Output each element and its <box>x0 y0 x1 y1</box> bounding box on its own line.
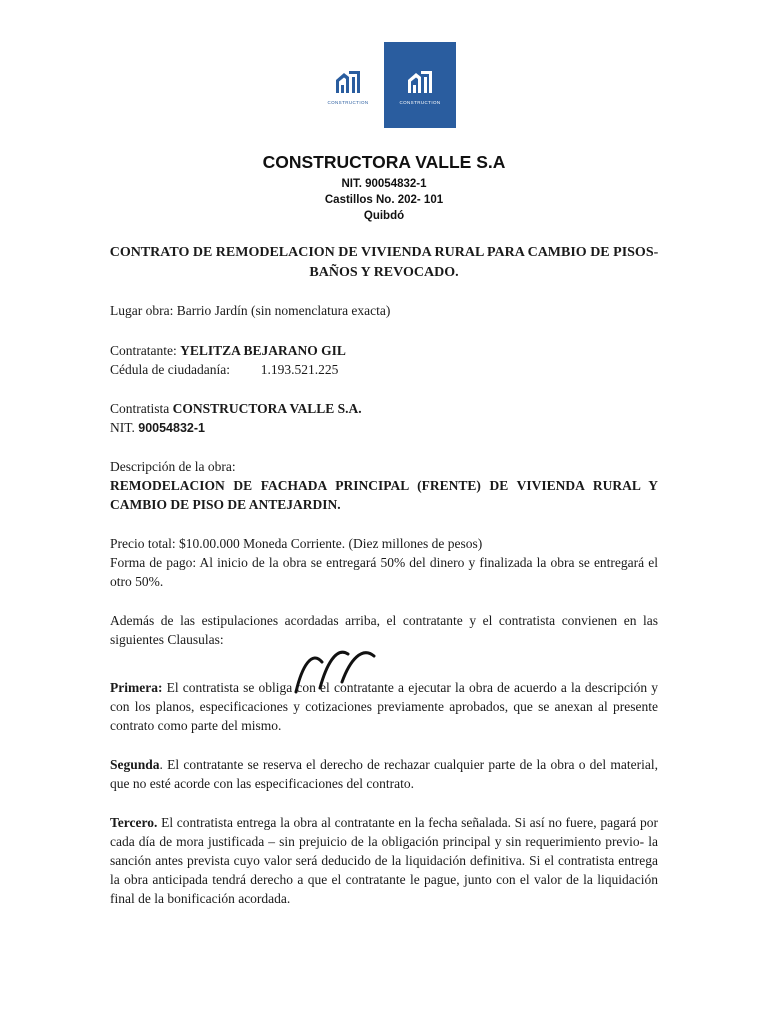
company-name: CONSTRUCTORA VALLE S.A <box>262 152 506 172</box>
clause-text: . El contratante se reserva el derecho de rechazar cualquier parte de la obra o del material, que no esté acorde con las especificaciones del contrato. <box>110 757 658 791</box>
contratista-nit-line <box>110 418 658 438</box>
company-nit: NIT. 90054832-1 <box>341 178 427 190</box>
descripcion-text: REMODELACION DE FACHADA PRINCIPAL (FRENTE) DE VIVIENDA RURAL Y CAMBIO DE PISO DE ANTEJARDIN. <box>110 478 658 512</box>
clauses-intro: Además de las estipulaciones acordadas arriba, el contratante y el contratista convienen en las siguientes Clausulas: <box>110 613 658 647</box>
logo-group <box>312 42 456 128</box>
clause-segunda <box>110 755 658 793</box>
cedula-label: Cédula de ciudadanía: <box>110 362 230 377</box>
contratista-nit-label: NIT. <box>110 420 135 435</box>
logo-caption: CONSTRUCTION <box>399 99 441 105</box>
contratante-label: Contratante: <box>110 343 177 358</box>
cedula-value: 1.193.521.225 <box>260 362 339 377</box>
lugar-label: Lugar obra: <box>110 303 174 318</box>
lugar-value: Barrio Jardín (sin nomenclatura exacta) <box>176 303 391 318</box>
cedula-line <box>110 360 658 379</box>
clause-title: Primera: <box>110 680 163 695</box>
house-tower-icon <box>333 66 363 96</box>
forma-pago: Forma de pago: Al inicio de la obra se entregará 50% del dinero y finalizada la obra se entregará el otro 50%. <box>110 555 658 589</box>
company-logo-dark <box>384 42 456 128</box>
contratista-nit-value: 90054832-1 <box>138 421 205 435</box>
contract-title: CONTRATO DE REMODELACION DE VIVIENDA RURAL PARA CAMBIO DE PISOS-BAÑOS Y REVOCADO. <box>109 245 659 280</box>
clause-text: El contratista entrega la obra al contratante en la fecha señalada. Si así no fuere, pagará por cada día de mora justificada – sin prejuicio de la obligación principal y sin requerimiento previo- la sanción antes prevista cuyo valor será deducido de la liquidación definitiva. Si el contratista entrega la obra anticipada tendrá derecho a que el contratante le pague, junto con el valor de la liquidación final de la bonificación acordada. <box>110 815 658 906</box>
contratante-line <box>110 341 658 360</box>
company-city: Quibdó <box>363 210 405 222</box>
company-logo-light <box>312 42 384 128</box>
lugar-line <box>110 301 658 320</box>
company-address: Castillos No. 202- 101 <box>324 194 444 206</box>
contratista-label: Contratista <box>110 401 170 416</box>
precio-line: Precio total: $10.00.000 Moneda Corriente. (Diez millones de pesos) <box>110 536 483 551</box>
clause-title: Tercero. <box>110 815 158 830</box>
clause-text: El contratista se obliga con el contratante a ejecutar la obra de acuerdo a la descripción y con los planos, especificaciones y cotizaciones previamente aprobados, que se anexan al presente contrato como parte del mismo. <box>110 680 658 733</box>
clause-title: Segunda <box>110 757 160 772</box>
contratista-line <box>110 399 658 418</box>
contratante-name: YELITZA BEJARANO GIL <box>180 343 346 358</box>
house-tower-icon <box>405 66 435 96</box>
clause-primera <box>110 678 658 735</box>
logo-caption: CONSTRUCTION <box>327 99 369 105</box>
clause-tercero <box>110 813 658 908</box>
contratista-name: CONSTRUCTORA VALLE S.A. <box>172 401 362 416</box>
descripcion-label: Descripción de la obra: <box>110 459 236 474</box>
